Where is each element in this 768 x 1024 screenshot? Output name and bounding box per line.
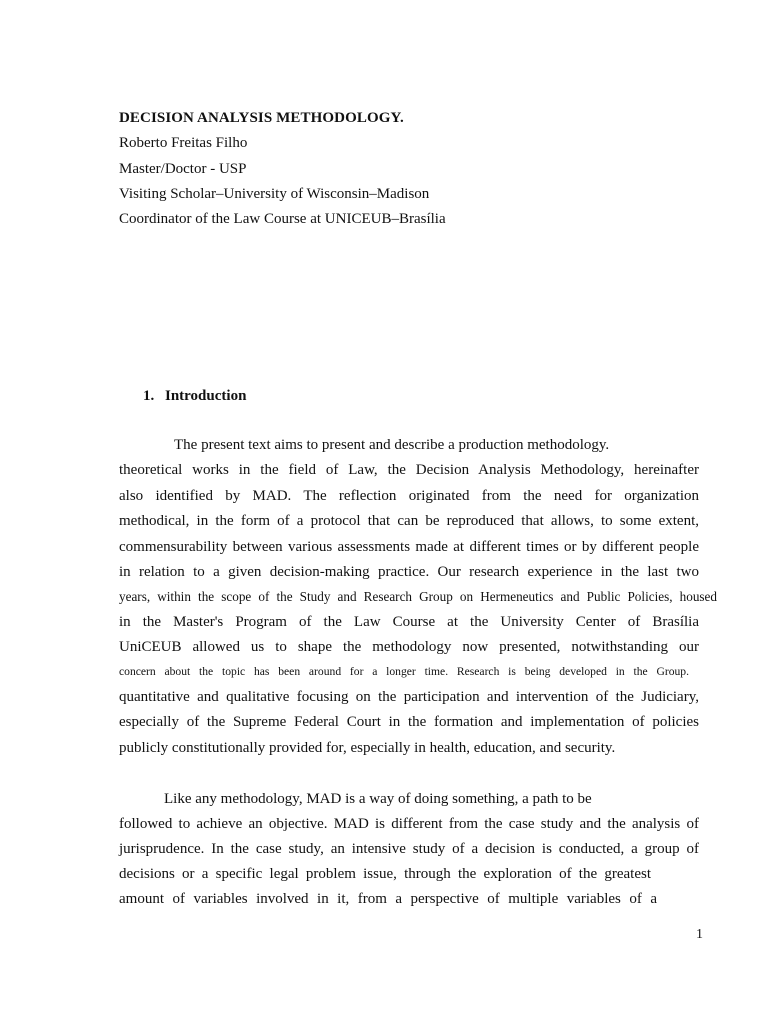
paragraph-line: quantitative and qualitative focusing on the participation and intervention of the Judiciary, (119, 689, 699, 705)
section-title: Introduction (165, 388, 247, 404)
paragraph-line: theoretical works in the field of Law, the Decision Analysis Methodology, hereinafter (119, 462, 699, 478)
affiliation-line: Visiting Scholar–University of Wisconsin–Madison (119, 186, 430, 202)
paragraph-line: amount of variables involved in it, from a perspective of multiple variables of a (119, 891, 657, 907)
document-title: DECISION ANALYSIS METHODOLOGY. (119, 110, 404, 126)
author-name: Roberto Freitas Filho (119, 135, 248, 151)
paragraph-line: jurisprudence. In the case study, an intensive study of a decision is conducted, a group of (119, 841, 699, 857)
affiliation-line: Master/Doctor - USP (119, 161, 247, 177)
paragraph-line: methodical, in the form of a protocol that can be reproduced that allows, to some extent, (119, 513, 699, 529)
page-number: 1 (696, 927, 703, 942)
paragraph-line: years, within the scope of the Study and Research Group on Hermeneutics and Public Policies, housed (119, 589, 717, 604)
paragraph-line: especially of the Supreme Federal Court in the formation and implementation of policies (119, 714, 699, 730)
paragraph-line: followed to achieve an objective. MAD is different from the case study and the analysis of (119, 816, 699, 832)
affiliation-line: Coordinator of the Law Course at UNICEUB–Brasília (119, 211, 446, 227)
section-heading (143, 388, 246, 405)
paragraph-line: in the Master's Program of the Law Course at the University Center of Brasília (119, 614, 699, 630)
paragraph-line: Like any methodology, MAD is a way of doing something, a path to be (164, 791, 592, 807)
paragraph-line: decisions or a specific legal problem issue, through the exploration of the greatest (119, 866, 651, 882)
paragraph-line: commensurability between various assessments made at different times or by different people (119, 539, 699, 555)
paragraph-line: UniCEUB allowed us to shape the methodology now presented, notwithstanding our (119, 639, 699, 655)
paragraph-line: publicly constitutionally provided for, especially in health, education, and security. (119, 740, 616, 756)
paragraph-line: concern about the topic has been around for a longer time. Research is being developed in the Group. (119, 665, 689, 678)
paragraph-line: also identified by MAD. The reflection originated from the need for organization (119, 488, 699, 504)
section-number: 1. (143, 388, 155, 404)
paragraph-line: in relation to a given decision-making practice. Our research experience in the last two (119, 564, 699, 580)
paragraph-line: The present text aims to present and describe a production methodology. (174, 437, 610, 453)
